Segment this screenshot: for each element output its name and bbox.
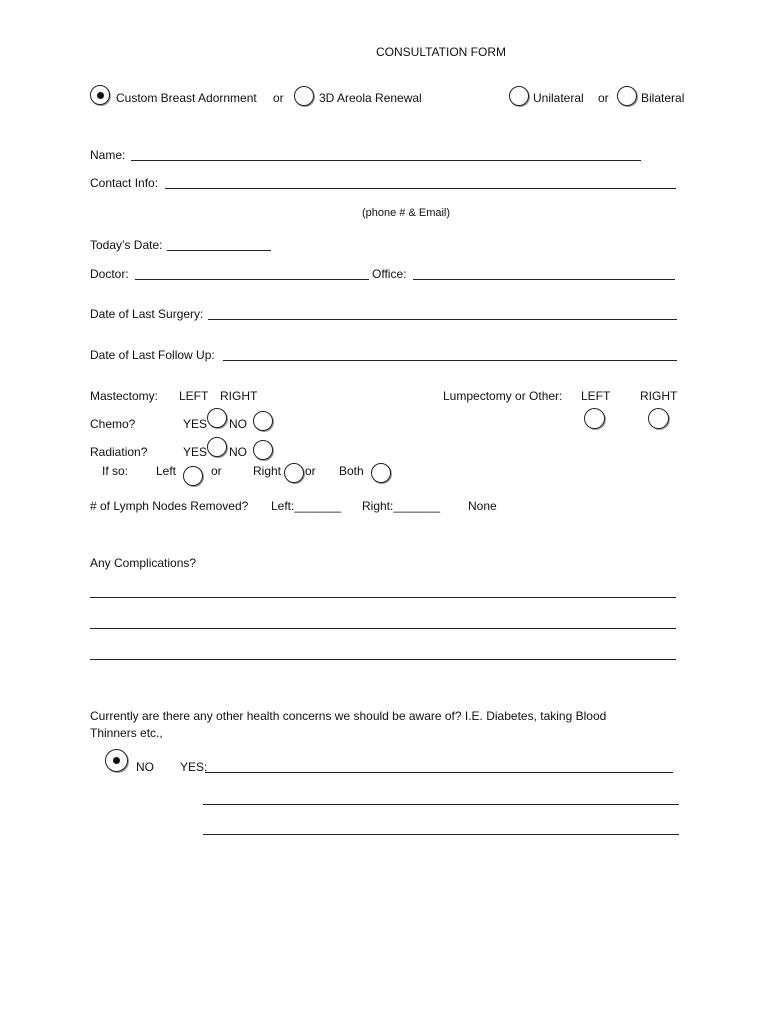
office-label: Office: [372,267,407,281]
radiation-no-radio[interactable] [253,440,273,460]
health-yes-field[interactable] [205,772,673,773]
health-yes-label: YES: [180,760,208,774]
doctor-field[interactable] [135,279,369,280]
name-field[interactable] [131,160,641,161]
health-no-label: NO [136,760,154,774]
chemo-no-radio[interactable] [253,411,273,431]
mastectomy-left[interactable]: LEFT [179,389,209,403]
side-or-text: or [598,91,609,105]
if-so-or-2: or [305,464,316,478]
bilateral-radio[interactable] [617,86,637,106]
contact-field[interactable] [165,188,676,189]
radiation-yes-label: YES [183,445,208,459]
health-detail-line-1[interactable] [203,804,679,805]
todays-date-label: Today’s Date: [90,238,163,252]
radiation-yes-radio[interactable] [207,437,227,457]
lumpectomy-right-label: RIGHT [640,389,678,403]
contact-hint: (phone # & Email) [362,207,451,219]
service-or-text: or [273,91,284,105]
if-so-left-radio[interactable] [183,466,203,486]
complications-line-2[interactable] [90,628,676,629]
3d-areola-renewal-label: 3D Areola Renewal [319,91,422,105]
todays-date-field[interactable] [167,250,271,251]
last-followup-field[interactable] [223,360,677,361]
bilateral-label: Bilateral [641,91,685,105]
contact-label: Contact Info: [90,176,159,190]
office-field[interactable] [413,279,675,280]
health-question-line-1: Currently are there any other health concerns we should be aware of? I.E. Diabetes, taking Blood [90,709,607,723]
lumpectomy-left-radio[interactable] [584,408,605,429]
lymph-left-field[interactable]: Left:_______ [271,499,342,513]
lumpectomy-left-label: LEFT [581,389,611,403]
complications-line-3[interactable] [90,659,676,660]
lymph-right-field[interactable]: Right:_______ [362,499,441,513]
if-so-both-label: Both [339,464,364,478]
last-surgery-field[interactable] [208,319,677,320]
health-question-line-2: Thinners etc., [90,726,163,740]
last-followup-label: Date of Last Follow Up: [90,348,215,362]
chemo-yes-radio[interactable] [207,408,227,428]
if-so-right-label: Right [253,464,282,478]
if-so-label: If so: [102,464,129,478]
last-surgery-label: Date of Last Surgery: [90,307,204,321]
if-so-or-1: or [211,464,222,478]
lumpectomy-right-radio[interactable] [648,408,669,429]
complications-line-1[interactable] [90,597,676,598]
if-so-both-radio[interactable] [371,463,391,483]
if-so-right-radio[interactable] [284,463,304,483]
unilateral-radio[interactable] [509,86,529,106]
health-no-radio[interactable] [105,749,128,772]
page-title: CONSULTATION FORM [376,45,506,59]
custom-breast-adornment-radio[interactable] [90,85,110,105]
lymph-none-label[interactable]: None [468,499,497,513]
3d-areola-renewal-radio[interactable] [294,86,314,106]
radiation-label: Radiation? [90,445,148,459]
mastectomy-label: Mastectomy: [90,389,159,403]
radiation-no-label: NO [229,445,247,459]
unilateral-label: Unilateral [533,91,584,105]
custom-breast-adornment-label: Custom Breast Adornment [116,91,257,105]
health-detail-line-2[interactable] [203,834,679,835]
mastectomy-right[interactable]: RIGHT [220,389,258,403]
complications-label: Any Complications? [90,556,197,570]
doctor-label: Doctor: [90,267,129,281]
lymph-nodes-label: # of Lymph Nodes Removed? [90,499,249,513]
if-so-left-label: Left [156,464,177,478]
chemo-label: Chemo? [90,417,136,431]
chemo-yes-label: YES [183,417,208,431]
name-label: Name: [90,148,126,162]
lumpectomy-label: Lumpectomy or Other: [443,389,563,403]
chemo-no-label: NO [229,417,247,431]
